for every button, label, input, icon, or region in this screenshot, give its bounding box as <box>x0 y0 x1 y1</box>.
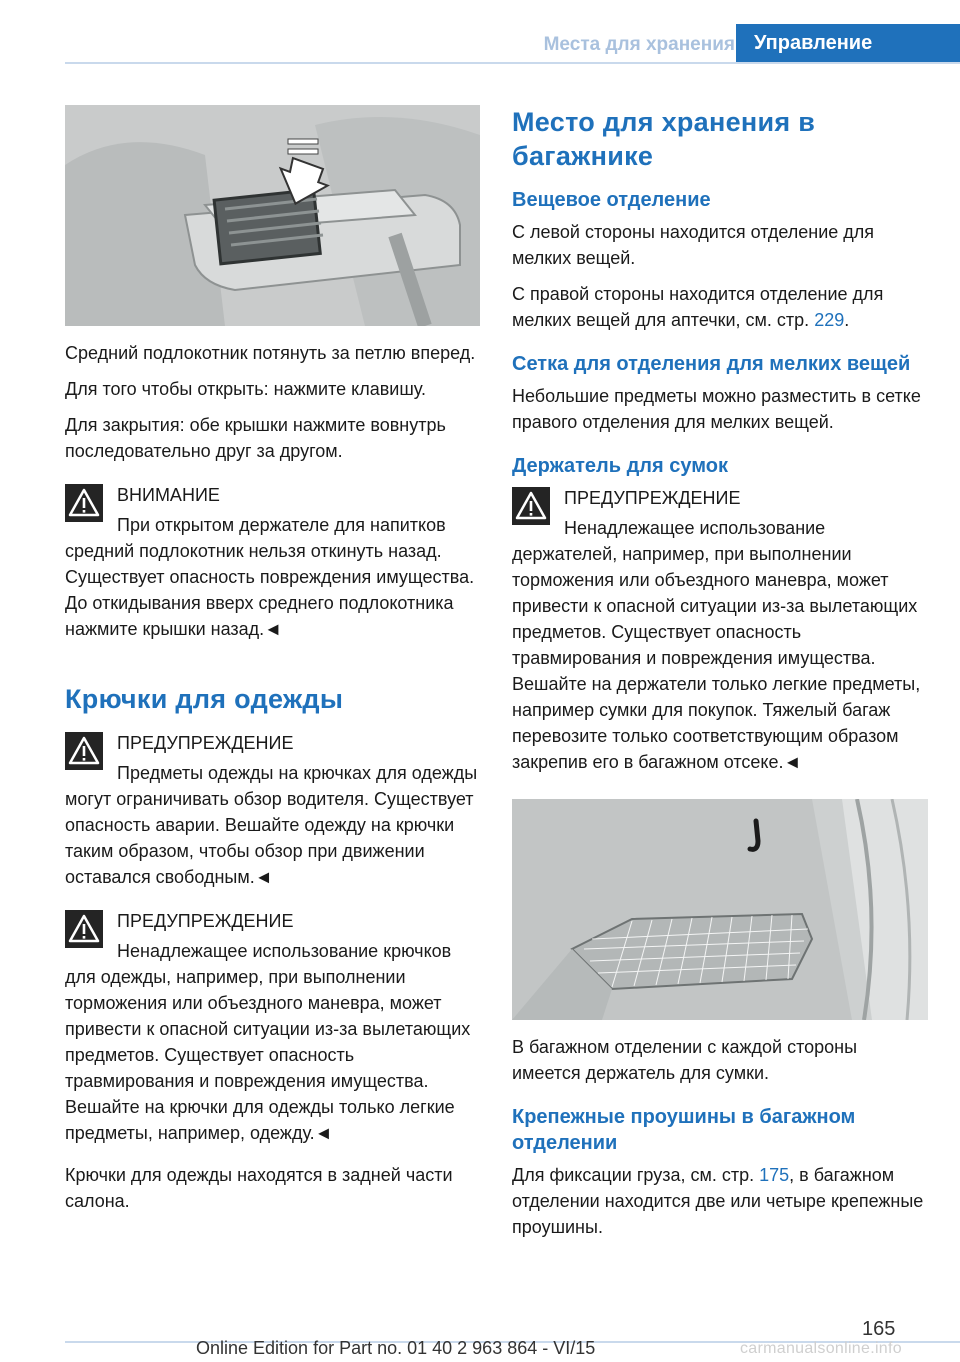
warning-title: ПРЕДУПРЕЖДЕНИЕ <box>117 733 294 753</box>
warning-block <box>512 485 928 775</box>
header-chapter-tab: Управление <box>736 24 960 62</box>
section-heading-hooks: Крючки для одежды <box>65 684 344 714</box>
trunk-net-illustration <box>512 799 928 1020</box>
armrest-illustration <box>65 105 480 326</box>
warning-triangle-icon <box>65 484 103 522</box>
section-heading-trunk-storage: Место для хранения в багажнике <box>512 107 816 171</box>
warning-triangle-icon <box>65 732 103 770</box>
warning-title: ВНИМАНИЕ <box>117 485 220 505</box>
bag-holder-caption: В багажном отделении с каждой стороны имеется держатель для сумки. <box>512 1037 858 1083</box>
subheading-compartment: Вещевое отделение <box>512 189 711 211</box>
footer-edition: Online Edition for Part no. 01 40 2 963 864 - VI/15 <box>196 1338 596 1358</box>
trunk-net-figure <box>512 799 928 1020</box>
right-column <box>512 105 928 1250</box>
warning-text: При открытом держателе для напитков средний подлокотник нельзя откинуть назад. Существует опасность повреждения имущества. До откидывания вверх среднего подлокотника нажмите крышки назад.◄ <box>65 515 475 639</box>
warning-triangle-icon <box>65 910 103 948</box>
compartment-right-text: С правой стороны находится отделение для мелких вещей для аптечки, см. стр. 229. <box>512 284 884 330</box>
warning-title: ПРЕДУПРЕЖДЕНИЕ <box>564 488 741 508</box>
compartment-left-text: С левой стороны находится отделение для мелких вещей. <box>512 222 875 268</box>
eyelets-text: Для фиксации груза, см. стр. 175, в багажном отделении находится две или четыре крепежные проушины. <box>512 1165 924 1237</box>
open-instruction: Для того чтобы открыть: нажмите клавишу. <box>65 379 426 399</box>
armrest-figure <box>65 105 480 326</box>
watermark: carmanualsonline.info <box>740 1340 902 1357</box>
left-column <box>65 105 480 1224</box>
page-link-175[interactable]: 175 <box>759 1165 790 1185</box>
close-instruction: Для закрытия: обе крышки нажмите вовнутрь последовательно друг за другом. <box>65 415 446 461</box>
warning-block <box>65 730 480 890</box>
hooks-location-text: Крючки для одежды находятся в задней части салона. <box>65 1165 453 1211</box>
warning-block <box>65 482 480 642</box>
warning-title: ПРЕДУПРЕЖДЕНИЕ <box>117 911 294 931</box>
subheading-bag-holder: Держатель для сумок <box>512 455 728 477</box>
warning-text: Ненадлежащее использование крючков для одежды, например, при выполнении торможения или объездного маневра, может привести к опасной ситуации из-за вылетающих предметов. Существует опасность травмирования и повреждения имущества. Вешайте на крючки для одежды только легкие предметы, например, одежду.◄ <box>65 941 471 1143</box>
net-text: Небольшие предметы можно разместить в сетке правого отделения для мелких вещей. <box>512 386 921 432</box>
subheading-eyelets: Крепежные проушины в багажном отделении <box>512 1106 856 1154</box>
warning-block <box>65 908 480 1146</box>
warning-triangle-icon <box>512 487 550 525</box>
armrest-caption: Средний подлокотник потянуть за петлю вперед. <box>65 343 476 363</box>
header-rule <box>65 62 960 64</box>
header-section: Места для хранения <box>543 34 735 55</box>
warning-text: Предметы одежды на крючках для одежды могут ограничивать обзор водителя. Существует опасность аварии. Вешайте одежду на крючки таким образом, чтобы обзор при движении оставался свободным.◄ <box>65 763 478 887</box>
page-number: 165 <box>862 1318 896 1340</box>
page-link-229[interactable]: 229 <box>814 310 845 330</box>
subheading-net: Сетка для отделения для мелких вещей <box>512 353 911 375</box>
warning-text: Ненадлежащее использование держателей, например, при выполнении торможения или объездного маневра, может привести к опасной ситуации из-за вылетающих предметов. Существует опасность травмирования и повреждения имущества. Вешайте на держатели только легкие предметы, например сумки для покупок. Тяжелый багаж перевозите только соответствующим образом закрепив его в багажном отсеке.◄ <box>512 518 921 772</box>
